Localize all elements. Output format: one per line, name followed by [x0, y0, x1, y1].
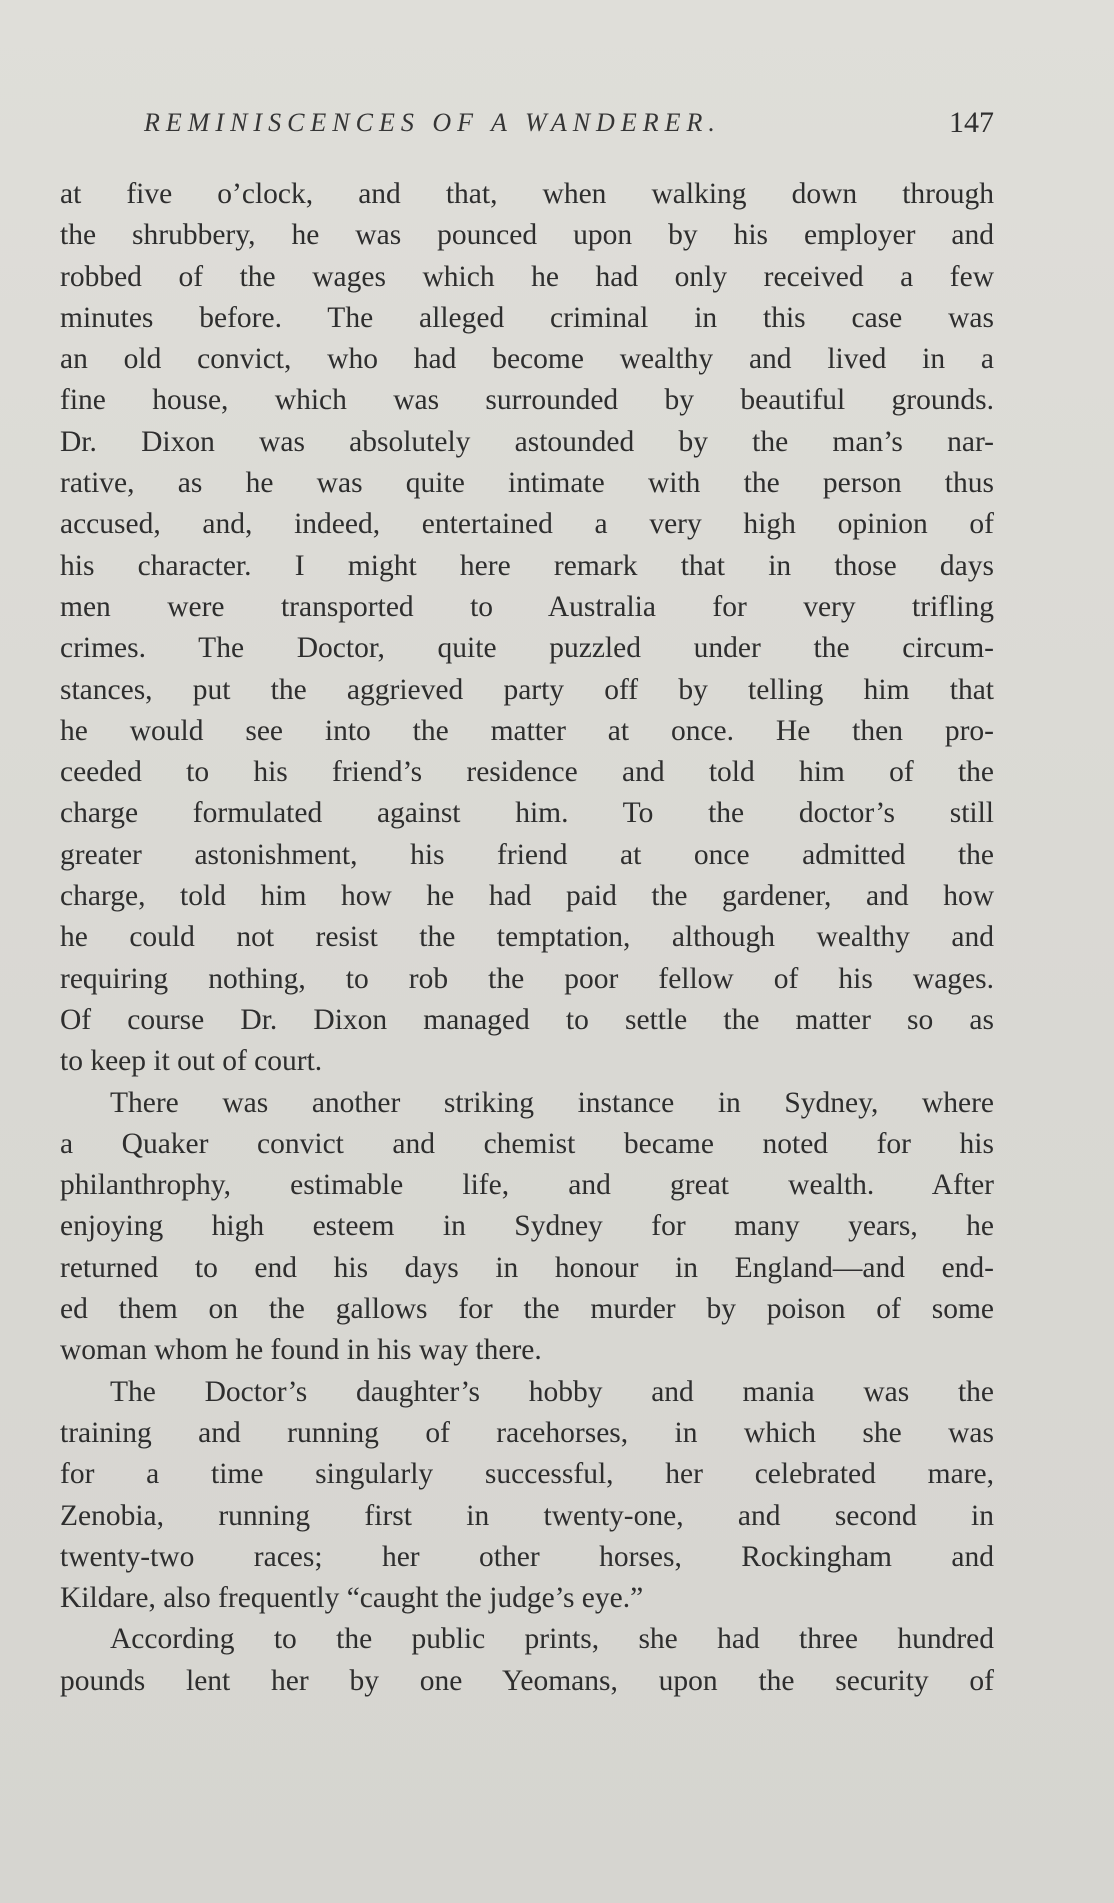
text-line: Of course Dr. Dixon managed to settle the matter so as	[60, 1003, 994, 1036]
paragraph-first-line: According to the public prints, she had three hundred	[110, 1623, 994, 1656]
text-line: pounds lent her by one Yeomans, upon the security of	[60, 1664, 994, 1697]
text-line: ceeded to his friend’s residence and told him of the	[60, 756, 994, 789]
text-line: his character. I might here remark that in those days	[60, 549, 994, 582]
text-line: the shrubbery, he was pounced upon by his employer and	[60, 219, 994, 252]
text-line: fine house, which was surrounded by beautiful grounds.	[60, 384, 994, 417]
text-line: returned to end his days in honour in England—and end-	[60, 1251, 994, 1284]
text-line: woman whom he found in his way there.	[60, 1334, 542, 1367]
text-line: for a time singularly successful, her celebrated mare,	[60, 1458, 994, 1491]
text-line: an old convict, who had become wealthy and lived in a	[60, 343, 994, 376]
text-line: he could not resist the temptation, although wealthy and	[60, 921, 994, 954]
text-line: twenty-two races; her other horses, Rockingham and	[60, 1540, 994, 1573]
body-text	[60, 174, 994, 1702]
text-line: a Quaker convict and chemist became noted for his	[60, 1127, 994, 1160]
text-line: Zenobia, running first in twenty-one, and second in	[60, 1499, 994, 1532]
text-line: rative, as he was quite intimate with the person thus	[60, 467, 994, 500]
text-line: Kildare, also frequently “caught the judge’s eye.”	[60, 1582, 644, 1615]
text-line: ed them on the gallows for the murder by poison of some	[60, 1293, 994, 1326]
text-line: stances, put the aggrieved party off by telling him that	[60, 673, 994, 706]
text-line: Dr. Dixon was absolutely astounded by the man’s nar-	[60, 425, 994, 458]
running-title: REMINISCENCES OF A WANDERER.	[144, 108, 721, 137]
page-number: 147	[949, 106, 994, 139]
text-line: robbed of the wages which he had only received a few	[60, 260, 994, 293]
text-line: greater astonishment, his friend at once admitted the	[60, 838, 994, 871]
text-line: enjoying high esteem in Sydney for many years, he	[60, 1210, 994, 1243]
text-line: charge, told him how he had paid the gardener, and how	[60, 880, 994, 913]
text-line: to keep it out of court.	[60, 1045, 323, 1078]
text-line: training and running of racehorses, in which she was	[60, 1416, 994, 1449]
text-line: minutes before. The alleged criminal in this case was	[60, 301, 994, 334]
running-head	[60, 108, 994, 148]
text-line: at five o’clock, and that, when walking down through	[60, 178, 994, 210]
text-line: crimes. The Doctor, quite puzzled under the circum-	[60, 632, 994, 665]
text-line: philanthrophy, estimable life, and great wealth. After	[60, 1169, 994, 1202]
text-line: requiring nothing, to rob the poor fellow of his wages.	[60, 962, 994, 995]
text-line: men were transported to Australia for very trifling	[60, 590, 994, 623]
text-line: accused, and, indeed, entertained a very high opinion of	[60, 508, 994, 541]
paragraph-first-line: There was another striking instance in Sydney, where	[110, 1086, 994, 1119]
text-line: charge formulated against him. To the doctor’s still	[60, 797, 994, 830]
paragraph-first-line: The Doctor’s daughter’s hobby and mania was the	[110, 1375, 994, 1408]
text-line: he would see into the matter at once. He then pro-	[60, 714, 994, 747]
